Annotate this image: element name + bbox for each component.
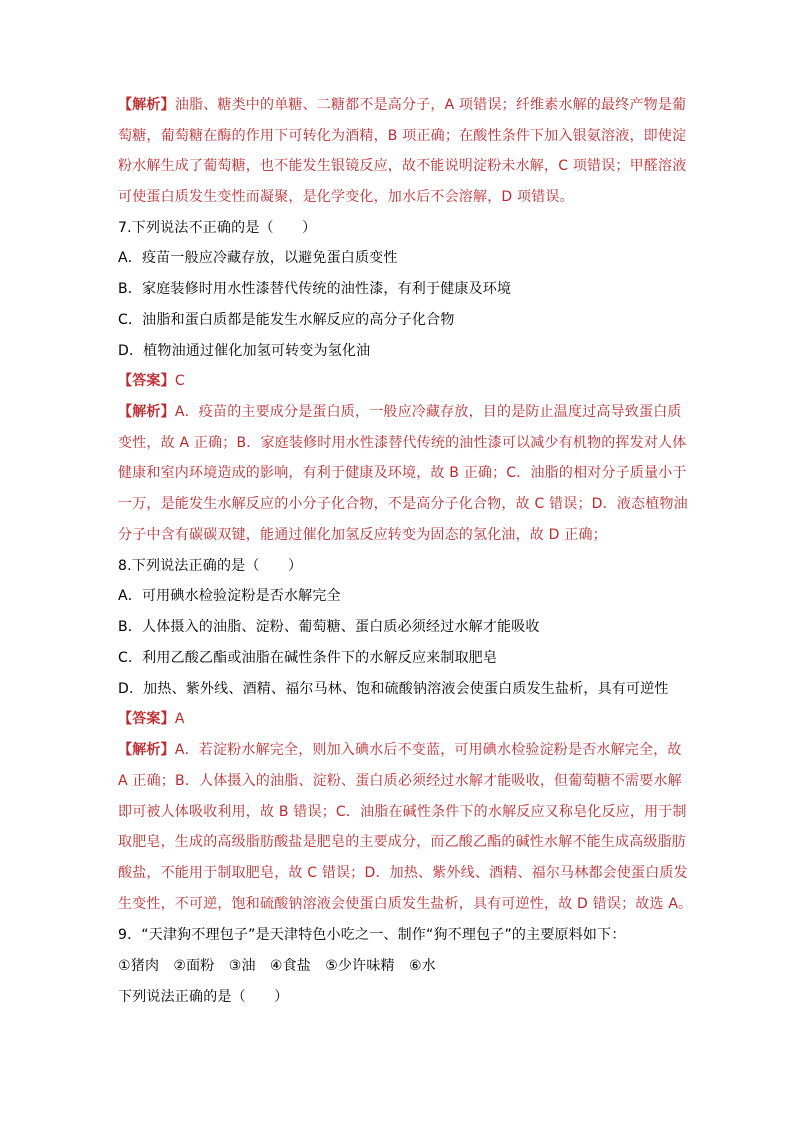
q7-analysis-line-2: 变性，故 A 正确；B．家庭装修时用水性漆替代传统的油性漆可以减少有机物的挥发对人体 <box>118 435 687 451</box>
q7-option-d: D．植物油通过催化加氢可转变为氢化油 <box>118 343 371 359</box>
q7-option-a: A．疫苗一般应冷藏存放，以避免蛋白质变性 <box>118 250 398 266</box>
q8-stem: 8.下列说法正确的是（ ） <box>118 558 303 574</box>
q9-question: 下列说法正确的是（ ） <box>118 989 289 1005</box>
q7-analysis-line-4: 一万，是能发生水解反应的小分子化合物，不是高分子化合物，故 C 错误；D．液态植物油 <box>118 496 688 512</box>
q7-analysis-line-3: 健康和室内环境造成的影响，有利于健康及环境，故 B 正确；C．油脂的相对分子质量小于 <box>118 465 687 481</box>
q7-stem: 7.下列说法不正确的是（ ） <box>118 220 317 236</box>
analysis6-line-3: 粉水解生成了葡萄糖，也不能发生银镜反应，故不能说明淀粉未水解，C 项错误；甲醛溶液 <box>118 158 687 174</box>
q8-analysis-line-6: 生变性，不可逆，饱和硫酸钠溶液会使蛋白质发生盐析，具有可逆性，故 D 错误；故选 A。 <box>118 896 693 912</box>
q8-analysis-line-4: 取肥皂，生成的高级脂肪酸盐是肥皂的主要成分，而乙酸乙酯的碱性水解不能生成高级脂肪 <box>118 834 686 850</box>
q8-option-d: D．加热、紫外线、酒精、福尔马林、饱和硫酸钠溶液会使蛋白质发生盐析，具有可逆性 <box>118 681 669 697</box>
q7-option-c: C．油脂和蛋白质都是能发生水解反应的高分子化合物 <box>118 312 455 328</box>
q8-option-c: C．利用乙酸乙酯或油脂在碱性条件下的水解反应来制取肥皂 <box>118 650 498 666</box>
q7-answer <box>118 371 185 391</box>
q8-option-b: B．人体摄入的油脂、淀粉、葡萄糖、蛋白质必须经过水解才能吸收 <box>118 619 540 635</box>
analysis6-line-2: 萄糖，葡萄糖在酶的作用下可转化为酒精，B 项正确；在酸性条件下加入银氨溶液，即使淀 <box>118 128 687 144</box>
q7-analysis-line-1: 【解析】A．疫苗的主要成分是蛋白质，一般应冷藏存放，目的是防止温度过高导致蛋白质 <box>118 404 682 420</box>
answer-value: C <box>174 373 185 389</box>
analysis-tag: 【解析】 <box>118 404 175 420</box>
q8-analysis-line-5: 酸盐，不能用于制取肥皂，故 C 错误；D．加热、紫外线、酒精、福尔马林都会使蛋白质发 <box>118 865 688 881</box>
q8-analysis-line-3: 即可被人体吸收利用，故 B 错误；C．油脂在碱性条件下的水解反应又称皂化反应，用于制 <box>118 804 687 820</box>
analysis-tag: 【解析】 <box>118 742 175 758</box>
q9-ingredients: ①猪肉 ②面粉 ③油 ④食盐 ⑤少许味精 ⑥水 <box>118 958 436 974</box>
q8-analysis-line-1: 【解析】A．若淀粉水解完全，则加入碘水后不变蓝，可用碘水检验淀粉是否水解完全，故 <box>118 742 682 758</box>
answer-value: A <box>174 711 185 727</box>
q9-stem: 9．“天津狗不理包子”是天津特色小吃之一、制作“狗不理包子”的主要原料如下： <box>118 927 626 943</box>
q8-option-a: A．可用碘水检验淀粉是否水解完全 <box>118 588 341 604</box>
q7-analysis-line-5: 分子中含有碳碳双键，能通过催化加氢反应转变为固态的氢化油，故 D 正确； <box>118 527 607 543</box>
q8-analysis-line-2: A 正确；B．人体摄入的油脂、淀粉、蛋白质必须经过水解才能吸收，但葡萄糖不需要水解 <box>118 773 682 789</box>
analysis6-line-1: 【解析】油脂、糖类中的单糖、二糖都不是高分子，A 项错误；纤维素水解的最终产物是葡 <box>118 97 687 113</box>
answer-tag: 【答案】 <box>118 711 175 727</box>
answer-tag: 【答案】 <box>118 373 175 389</box>
q8-answer <box>118 709 185 729</box>
analysis6-line-4: 可使蛋白质发生变性而凝聚，是化学变化，加水后不会溶解，D 项错误。 <box>118 189 574 205</box>
analysis-tag: 【解析】 <box>118 97 175 113</box>
q7-option-b: B．家庭装修时用水性漆替代传统的油性漆，有利于健康及环境 <box>118 281 512 297</box>
